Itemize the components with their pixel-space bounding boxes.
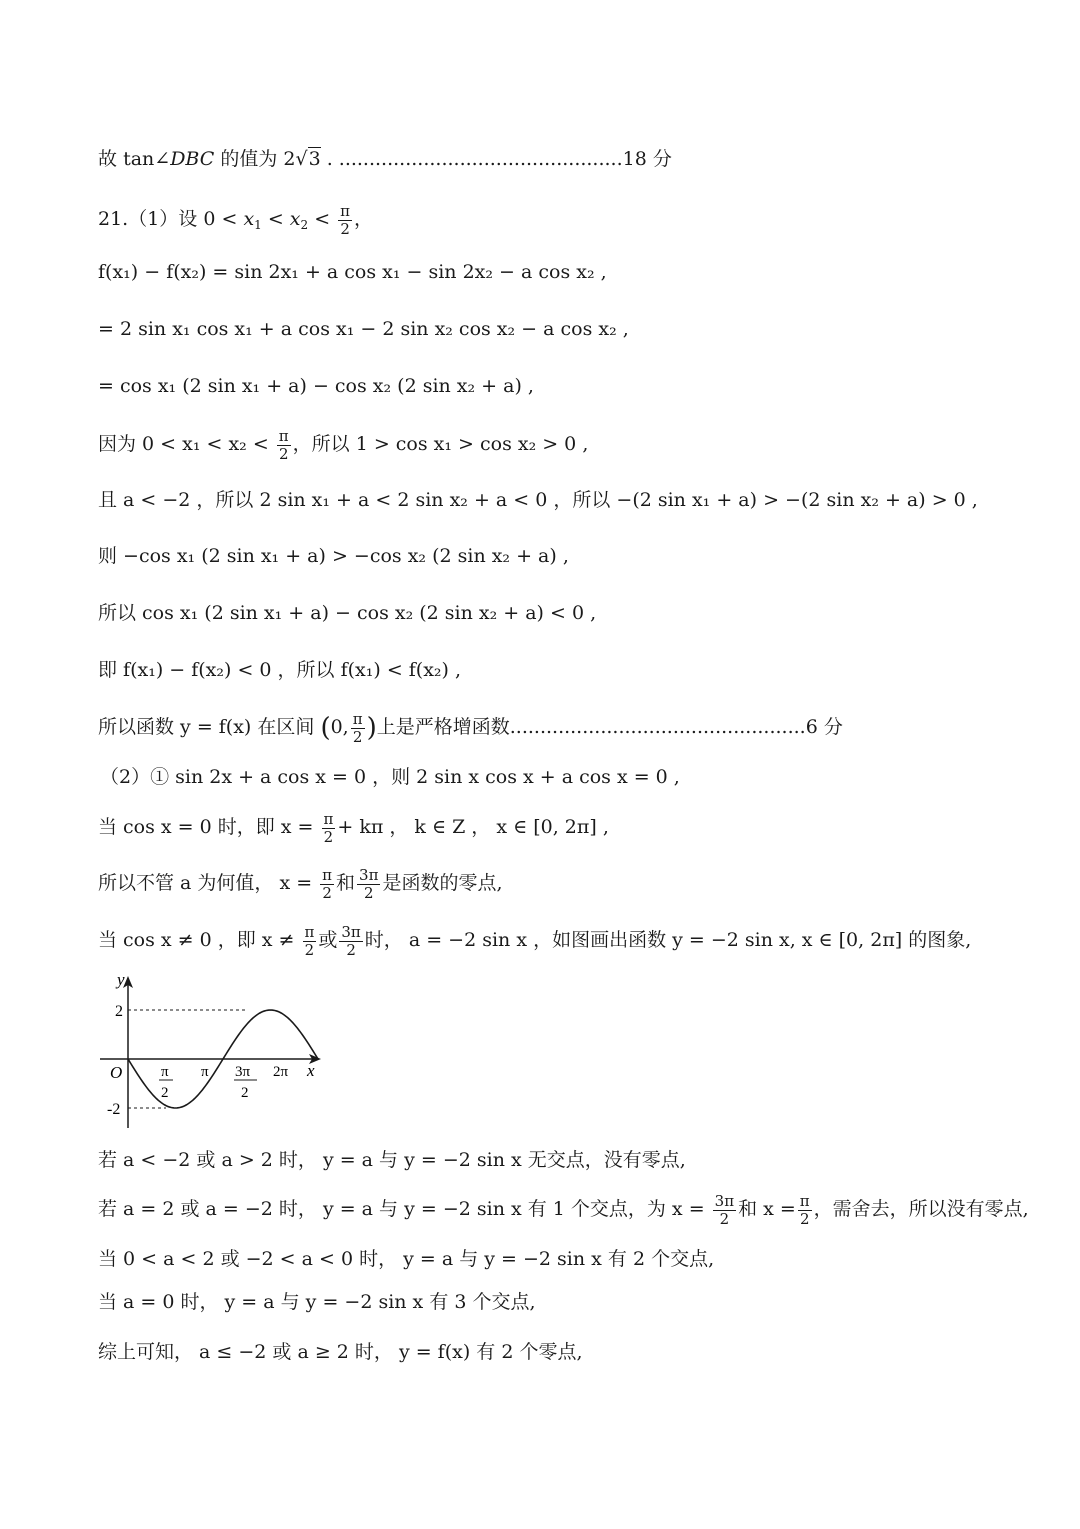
- text-segment: 所以函数 y = f(x) 在区间: [98, 716, 315, 738]
- var-x1: x: [243, 208, 255, 230]
- text-segment: 的值为 2: [214, 148, 296, 170]
- var-x2: x: [289, 208, 301, 230]
- fraction-pi-over-2: $\frac{\pi}{2}$: [322, 865, 333, 902]
- score-leader: 上是严格增函数.................................................6 分: [376, 716, 843, 738]
- case-line: 当 0 < a < 2 或 −2 < a < 0 时， y = a 与 y = −2 sin x 有 2 个交点,: [98, 1248, 715, 1270]
- tick-label-neg2: -2: [107, 1101, 121, 1118]
- text-segment: 或: [318, 929, 338, 951]
- text-segment: 和: [336, 872, 356, 894]
- text-segment: ，需舍去，所以没有零点,: [813, 1198, 1029, 1220]
- conclusion-line-6pts: 所以函数 y = f(x) 在区间 (0, $\frac{\pi}{2}$ )上是严格增函数.................................................6 分: [98, 709, 843, 746]
- text-segment: 因为 0 < x₁ < x₂ <: [98, 433, 269, 455]
- tick-label-3pi-half-den: 2: [241, 1085, 249, 1101]
- tick-label-2pi: 2π: [273, 1064, 289, 1080]
- text-segment: 当 cos x ≠ 0 ，即 x ≠: [98, 929, 295, 951]
- problem-21-part1-heading: 21.（1）设 $0 < x_1 < x_2$ < $\frac{\pi}{2}$ ，: [98, 201, 374, 238]
- sqrt-value: 3: [308, 148, 321, 170]
- part2-heading: （2）① sin 2x + a cos x = 0 ，则 2 sin x cos x + a cos x = 0 ,: [100, 766, 680, 788]
- equation-line: = 2 sin x₁ cos x₁ + a cos x₁ − 2 sin x₂ cos x₂ − a cos x₂ ,: [98, 318, 629, 340]
- text-segment: tan∠: [123, 148, 171, 170]
- zero-points-line: [98, 863, 503, 903]
- text-segment: + kπ ， k ∈ Z ， x ∈ [0, 2π] ,: [337, 816, 609, 838]
- y-axis-label: y: [117, 970, 125, 989]
- fraction-pi-over-2: $\frac{\pi}{2}$: [304, 922, 315, 959]
- equation-line: f(x₁) − f(x₂) = sin 2x₁ + a cos x₁ − sin 2x₂ − a cos x₂ ,: [98, 261, 607, 283]
- fraction-3pi-over-2: $\frac{3\pi}{2}$: [359, 865, 379, 902]
- fraction-pi-over-2: $\frac{\pi}{2}$: [278, 426, 289, 463]
- sine-graph-figure: [95, 968, 335, 1133]
- equation-line: 则 −cos x₁ (2 sin x₁ + a) > −cos x₂ (2 sin x₂ + a) ,: [98, 545, 569, 567]
- case-line: [98, 1189, 1029, 1229]
- cos-nonzero-line: [98, 920, 971, 960]
- summary-line: 综上可知， a ≤ −2 或 a ≥ 2 时， y = f(x) 有 2 个零点,: [98, 1341, 583, 1363]
- text-segment: 当 cos x = 0 时，即 x =: [98, 816, 314, 838]
- text-segment: 21.（1）设 0 <: [98, 208, 244, 230]
- fraction-pi-over-2: $\frac{\pi}{2}$: [352, 709, 363, 746]
- fraction-pi-over-2: $\frac{\pi}{2}$: [799, 1191, 810, 1228]
- text-segment: 所以不管 a 为何值， x =: [98, 872, 313, 894]
- reason-line: [98, 425, 588, 463]
- text-segment: <: [308, 208, 337, 230]
- text-segment: 若 a = 2 或 a = −2 时， y = a 与 y = −2 sin x 有 1 个交点，为 x =: [98, 1198, 705, 1220]
- origin-label: O: [110, 1063, 123, 1082]
- fraction-pi-over-2: $\frac{\pi}{2}$: [340, 201, 351, 238]
- x-axis-label: x: [307, 1061, 315, 1080]
- tick-label-3pi-half-num: 3π: [235, 1064, 251, 1080]
- case-line: 若 a < −2 或 a > 2 时， y = a 与 y = −2 sin x 无交点，没有零点,: [98, 1149, 686, 1171]
- equation-line: = cos x₁ (2 sin x₁ + a) − cos x₂ (2 sin x₂ + a) ,: [98, 375, 534, 397]
- text-segment: ，所以 1 > cos x₁ > cos x₂ > 0 ,: [292, 433, 589, 455]
- conclusion-line-18pts: 故 tan∠DBC 的值为 2√3 . ...............................................18 分: [98, 148, 672, 170]
- fraction-3pi-over-2: $\frac{3\pi}{2}$: [714, 1191, 735, 1228]
- score-leader: . ...............................................18 分: [320, 148, 672, 170]
- tick-label-pi: π: [201, 1064, 209, 1080]
- text-segment: <: [261, 208, 290, 230]
- fraction-pi-over-2: $\frac{\pi}{2}$: [323, 809, 334, 846]
- text-segment: 故: [98, 148, 118, 170]
- text-segment: 时， a = −2 sin x ，如图画出函数 y = −2 sin x, x ∈ [0, 2π] 的图象,: [364, 929, 972, 951]
- cos-zero-line: [98, 808, 609, 846]
- text-segment: 0,: [330, 716, 349, 738]
- tick-label-pi-half-num: π: [161, 1064, 169, 1080]
- case-line: 当 a = 0 时， y = a 与 y = −2 sin x 有 3 个交点,: [98, 1291, 536, 1313]
- equation-line: 所以 cos x₁ (2 sin x₁ + a) − cos x₂ (2 sin x₂ + a) < 0 ,: [98, 602, 597, 624]
- tick-label-pi-half-den: 2: [161, 1085, 169, 1101]
- angle-name: DBC: [170, 148, 215, 170]
- fraction-3pi-over-2: $\frac{3\pi}{2}$: [341, 922, 361, 959]
- tick-label-2: 2: [115, 1003, 123, 1020]
- equation-line: 且 a < −2 ，所以 2 sin x₁ + a < 2 sin x₂ + a < 0 ，所以 −(2 sin x₁ + a) > −(2 sin x₂ + a) > 0 ,: [98, 489, 978, 511]
- text-segment: 是函数的零点,: [382, 872, 503, 894]
- equation-line: 即 f(x₁) − f(x₂) < 0 ，所以 f(x₁) < f(x₂) ,: [98, 659, 462, 681]
- text-segment: 和 x =: [738, 1198, 796, 1220]
